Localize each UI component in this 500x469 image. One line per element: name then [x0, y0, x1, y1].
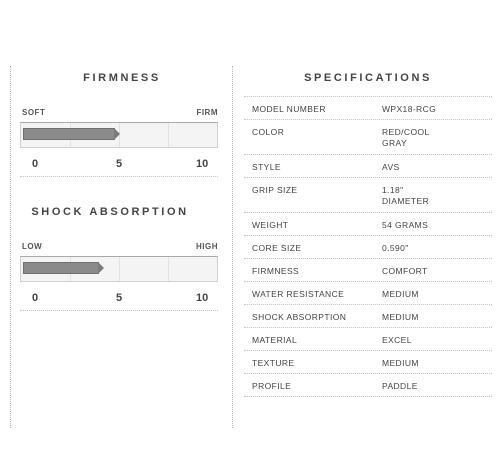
spec-value: 1.18" DIAMETER: [382, 185, 430, 206]
spec-value: MEDIUM: [382, 358, 419, 368]
spec-row: [244, 351, 492, 374]
shock-absorption-scale: [20, 292, 218, 304]
firmness-title: FIRMNESS: [83, 72, 161, 84]
spec-label: TEXTURE: [252, 358, 295, 368]
spec-value: PADDLE: [382, 381, 418, 391]
shock-absorption-high-label: HIGH: [196, 242, 218, 251]
spec-value: MEDIUM: [382, 312, 419, 322]
firmness-scale-mid: 5: [116, 158, 123, 170]
spec-value: 54 GRAMS: [382, 220, 429, 230]
shock-absorption-title: SHOCK ABSORPTION: [31, 206, 189, 218]
shock-absorption-scale-min: 0: [32, 292, 39, 304]
spec-row: [244, 328, 492, 351]
spec-value: RED/COOL GRAY: [382, 127, 430, 148]
spec-value: COMFORT: [382, 266, 428, 276]
firmness-rating: [20, 108, 218, 177]
spec-label: WEIGHT: [252, 220, 289, 230]
shock-absorption-low-label: LOW: [22, 242, 43, 251]
spec-value: WPX18-RCG: [382, 104, 437, 114]
shock-absorption-bar-fill: [23, 262, 99, 274]
spec-row: [244, 236, 492, 259]
spec-label: PROFILE: [252, 381, 292, 391]
spec-label: STYLE: [252, 162, 281, 172]
spec-row: [244, 374, 492, 397]
spec-label: SHOCK ABSORPTION: [252, 312, 347, 322]
spec-row: [244, 259, 492, 282]
spec-label: MODEL NUMBER: [252, 104, 326, 114]
spec-value: AVS: [382, 162, 400, 172]
spec-label: MATERIAL: [252, 335, 298, 345]
shock-absorption-scale-mid: 5: [116, 292, 123, 304]
spec-value: EXCEL: [382, 335, 412, 345]
shock-absorption-divider: [20, 310, 218, 311]
spec-row: [244, 178, 492, 213]
spec-label: WATER RESISTANCE: [252, 289, 345, 299]
spec-value: MEDIUM: [382, 289, 419, 299]
spec-row: [244, 213, 492, 236]
specifications-title: SPECIFICATIONS: [304, 72, 432, 84]
spec-row: [244, 305, 492, 328]
spec-row: [244, 155, 492, 178]
spec-value: 0.590": [382, 243, 409, 253]
spec-label: GRIP SIZE: [252, 185, 298, 195]
left-divider: [10, 66, 11, 428]
spec-label: CORE SIZE: [252, 243, 302, 253]
spec-row: [244, 120, 492, 155]
firmness-divider: [20, 176, 218, 177]
firmness-high-label: FIRM: [196, 108, 218, 117]
firmness-scale-max: 10: [196, 158, 209, 170]
shock-absorption-rating: [20, 242, 218, 311]
spec-row: [244, 97, 492, 120]
firmness-bar-arrow: [114, 128, 120, 140]
firmness-track: [20, 122, 218, 148]
firmness-bar-fill: [23, 128, 115, 140]
firmness-scale-min: 0: [32, 158, 39, 170]
spec-label: FIRMNESS: [252, 266, 300, 276]
firmness-low-label: SOFT: [22, 108, 46, 117]
firmness-scale: [20, 158, 218, 170]
specifications-table: [244, 96, 492, 397]
shock-absorption-track: [20, 256, 218, 282]
spec-row: [244, 282, 492, 305]
shock-absorption-bar-arrow: [98, 262, 104, 274]
middle-divider: [232, 66, 233, 428]
spec-label: COLOR: [252, 127, 285, 137]
shock-absorption-scale-max: 10: [196, 292, 209, 304]
